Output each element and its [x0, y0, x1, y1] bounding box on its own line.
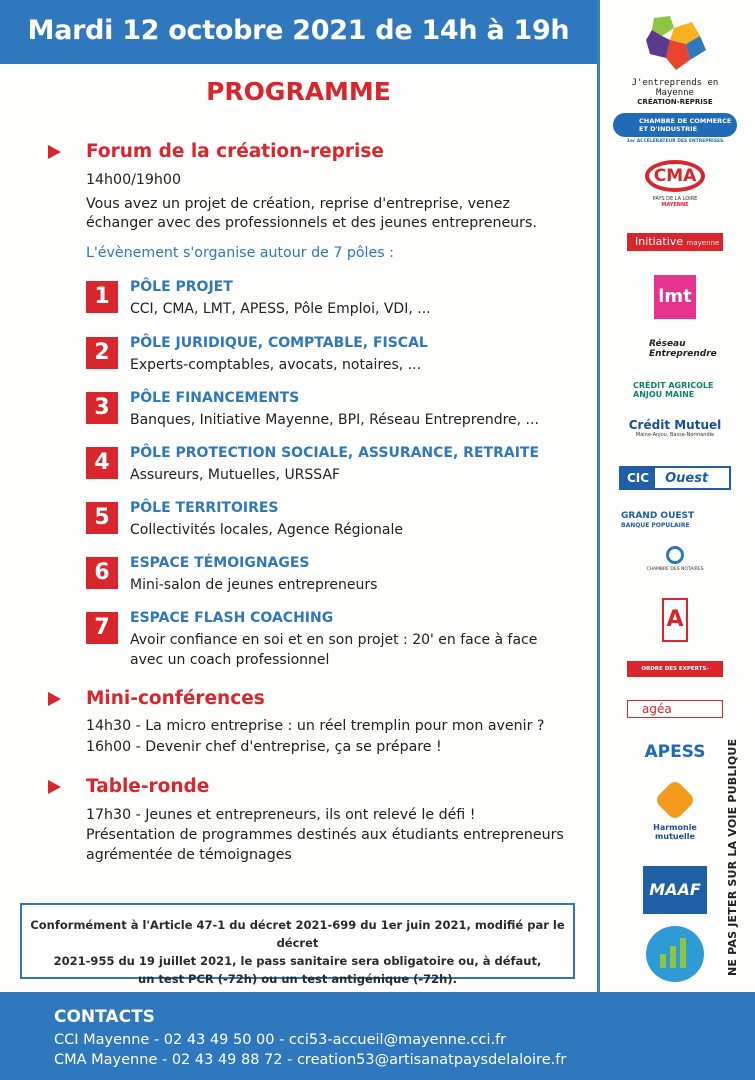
pole-item [86, 445, 566, 487]
pole-desc: Collectivités locales, Agence Régionale [130, 522, 403, 538]
cic-sub: Ouest [665, 470, 709, 486]
bottom-partner-logo [610, 926, 740, 984]
maaf-logo [610, 866, 740, 914]
cci-sub: 1er ACCÉLÉRATEUR DES ENTREPRISES [626, 139, 724, 144]
reseau-logo [610, 339, 740, 363]
mini-conf-title: Mini-conférences [86, 688, 265, 709]
cm-sub: Maine-Anjou, Basse-Normandie [635, 432, 715, 438]
contact-cma: CMA Mayenne - 02 43 49 88 72 - creation53@artisanatpaysdelaloire.fr [54, 1052, 567, 1068]
notaires-logo [610, 546, 740, 582]
table-ronde-line3: agrémentée de témoignages [86, 847, 292, 863]
pole-title: PÔLE TERRITOIRES [130, 500, 279, 516]
pole-desc: Banques, Initiative Mayenne, BPI, Réseau Entreprendre, ... [130, 412, 539, 428]
forum-desc-line2: échanger avec des professionnels et des jeunes entrepreneurs. [86, 215, 537, 231]
initiative-sub: mayenne [686, 239, 720, 247]
experts-name: ORDRE DES EXPERTS-COMPTABLES [627, 661, 723, 677]
agea-name: agéa [627, 700, 723, 718]
harmonie-logo [610, 785, 740, 851]
harmonie-name: Harmonie mutuelle [653, 823, 697, 841]
table-ronde-section [48, 776, 348, 802]
pole-number: 3 [86, 392, 118, 424]
cci-name: CHAMBRE DE COMMERCE ET D'INDUSTRIE [639, 117, 732, 133]
forum-time: 14h00/19h00 [86, 172, 181, 188]
avocats-logo [610, 598, 740, 650]
forum-section [48, 141, 568, 171]
side-divider [597, 0, 600, 992]
notaires-icon [666, 546, 684, 564]
pole-number: 1 [86, 281, 118, 313]
cma-sub2: MAYENNE [661, 202, 689, 208]
cma-sub: PAYS DE LA LOIRE [652, 196, 698, 202]
vertical-note: NE PAS JETER SUR LA VOIE PUBLIQUE [726, 738, 739, 976]
table-ronde-line1: 17h30 - Jeunes et entrepreneurs, ils ont relevé le défi ! [86, 807, 476, 823]
cm-name: Crédit Mutuel [628, 418, 722, 432]
bp-name: GRAND OUEST [621, 511, 695, 521]
pole-item [86, 390, 566, 432]
notaires-name: CHAMBRE DES NOTAIRES [646, 567, 704, 572]
pole-item [86, 500, 566, 542]
pole-title: ESPACE TÉMOIGNAGES [130, 555, 310, 571]
lmt-name: lmt [654, 275, 696, 319]
cma-name: CMA [645, 160, 705, 192]
apess-name: APESS [644, 742, 706, 762]
mini-conf-section [48, 688, 348, 714]
pole-number: 2 [86, 337, 118, 369]
agea-logo [610, 700, 740, 722]
pole-desc: Experts-comptables, avocats, notaires, ... [130, 357, 422, 373]
pole-title: PÔLE FINANCEMENTS [130, 390, 300, 406]
reseau-name: Réseau Entreprendre [649, 339, 717, 359]
programme-title: PROGRAMME [206, 77, 391, 106]
pole-number: 4 [86, 447, 118, 479]
pole-desc: Assureurs, Mutuelles, URSSAF [130, 467, 341, 483]
experts-logo [610, 661, 740, 688]
notice-line1: Conformément à l'Article 47-1 du décret 2021-699 du 1er juin 2021, modifié par le décret [30, 918, 565, 950]
forum-desc-line1: Vous avez un projet de création, reprise d'entreprise, venez [86, 196, 510, 212]
maaf-name: MAAF [643, 866, 707, 914]
cma-logo [610, 160, 740, 218]
pole-number: 6 [86, 557, 118, 589]
pole-desc: CCI, CMA, LMT, APESS, Pôle Emploi, VDI, ... [130, 301, 431, 317]
pole-title: PÔLE PROJET [130, 279, 233, 295]
cic-name: CIC [621, 468, 655, 488]
table-ronde-title: Table-ronde [86, 776, 210, 797]
notice-line3: un test PCR (-72h) ou un test antigénique (-72h). [138, 972, 457, 986]
mini-conf-line1: 14h30 - La micro entreprise : un réel tremplin pour mon avenir ? [86, 718, 545, 734]
arrow-icon [48, 780, 61, 794]
chart-bars-icon [646, 926, 704, 982]
event-date-title: Mardi 12 octobre 2021 de 14h à 19h [27, 15, 570, 46]
notice-line2: 2021-955 du 19 juillet 2021, le pass sanitaire sera obligatoire ou, à défaut, [53, 954, 542, 968]
sanitary-notice-box [20, 903, 575, 986]
forum-intro: L'évènement s'organise autour de 7 pôles : [86, 245, 394, 261]
table-ronde-line2: Présentation de programmes destinés aux étudiants entrepreneurs [86, 827, 564, 843]
sanitary-notice [22, 916, 573, 988]
harmonie-icon [654, 779, 696, 821]
bp-sub: BANQUE POPULAIRE [621, 522, 690, 529]
credit-mutuel-logo [610, 418, 740, 446]
pole-item [86, 555, 566, 597]
forum-title: Forum de la création-reprise [86, 141, 384, 162]
pole-desc: Avoir confiance en soi et en son projet : 20' en face à face [130, 632, 538, 648]
lmt-logo [610, 275, 740, 319]
pole-item [86, 335, 566, 377]
pole-title: PÔLE PROTECTION SOCIALE, ASSURANCE, RETRAITE [130, 445, 540, 461]
cci-badge [613, 113, 737, 137]
ca-name: CRÉDIT AGRICOLE ANJOU MAINE [633, 381, 714, 399]
jentreprends-logo [610, 14, 740, 104]
jentreprends-sub: CRÉATION-REPRISE [637, 98, 713, 106]
pole-title: ESPACE FLASH COACHING [130, 610, 334, 626]
avocats-icon: A [662, 598, 688, 642]
map-icon [640, 14, 710, 74]
cic-logo [610, 466, 740, 492]
contacts-title: CONTACTS [54, 1007, 155, 1027]
pole-number: 5 [86, 502, 118, 534]
pole-desc: Mini-salon de jeunes entrepreneurs [130, 577, 378, 593]
banque-populaire-logo [610, 505, 740, 535]
pole-item [86, 279, 566, 321]
mini-conf-line2: 16h00 - Devenir chef d'entreprise, ça se prépare ! [86, 739, 442, 755]
pole-desc-line2: avec un coach professionnel [130, 652, 330, 668]
initiative-name: Initiative [635, 235, 684, 248]
cci-logo [610, 113, 740, 149]
pole-title: PÔLE JURIDIQUE, COMPTABLE, FISCAL [130, 335, 428, 351]
jentreprends-name: J'entreprends en Mayenne [631, 78, 719, 98]
arrow-icon [48, 145, 61, 159]
initiative-logo [610, 233, 740, 263]
contact-cci: CCI Mayenne - 02 43 49 50 00 - cci53-accueil@mayenne.cci.fr [54, 1032, 507, 1048]
credit-agricole-logo [610, 381, 740, 403]
pole-item [86, 610, 566, 670]
apess-logo [610, 742, 740, 772]
pole-number: 7 [86, 612, 118, 644]
arrow-icon [48, 692, 61, 706]
